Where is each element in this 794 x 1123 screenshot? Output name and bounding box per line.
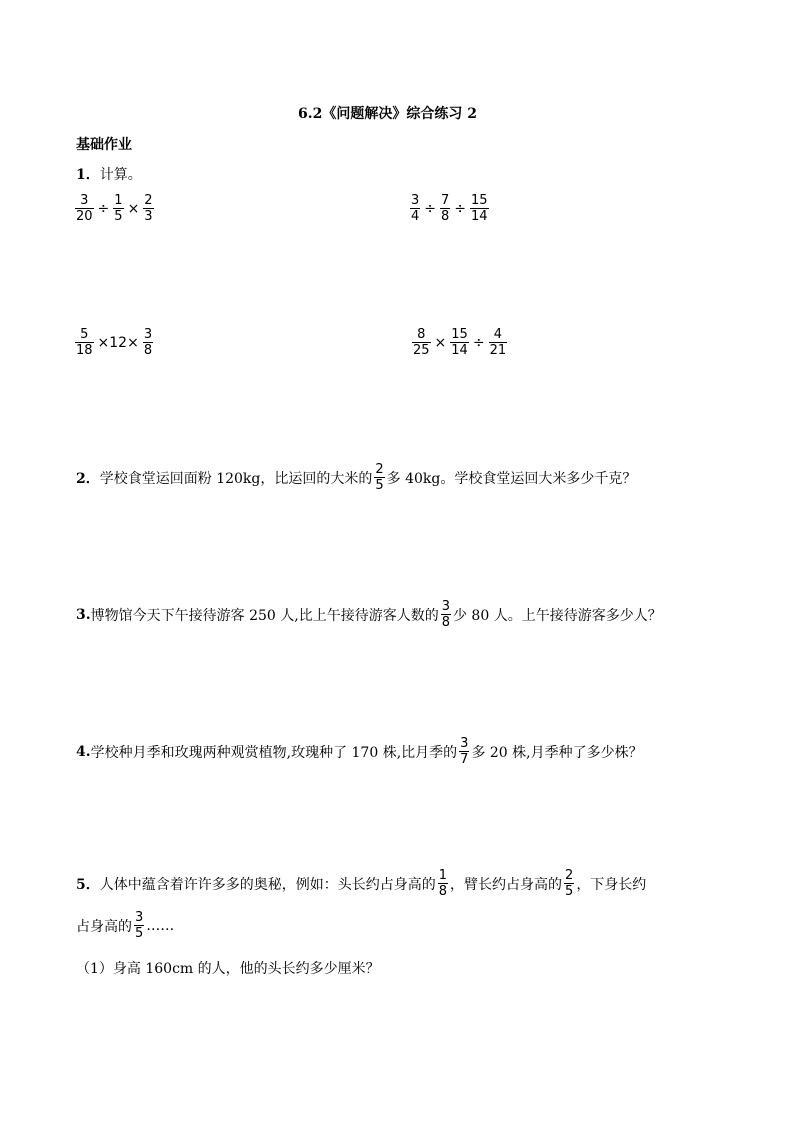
- question-text: 学校种月季和玫瑰两种观赏植物,玫瑰种了 170 株,比月季的: [90, 744, 458, 761]
- question-text: ……: [146, 917, 175, 934]
- question-text: 人体中蕴含着许许多多的奥秘，例如：头长约占身高的: [99, 876, 436, 893]
- question-5: [76, 868, 646, 899]
- question-text: 博物馆今天下午接待游客 250 人,比上午接待游客人数的: [90, 607, 439, 624]
- question-text: ，臂长约占身高的: [450, 876, 563, 893]
- section-heading: 基础作业: [76, 137, 132, 153]
- fraction: $\frac{2}{3}$: [144, 193, 153, 224]
- fraction: $\frac{1}{5}$: [114, 193, 123, 224]
- fraction: $\frac{8}{25}$: [413, 327, 430, 358]
- question-text: 多 40kg。学校食堂运回大米多少千克？: [386, 470, 637, 487]
- operator: ×: [434, 334, 447, 351]
- operator: ×12×: [97, 334, 139, 351]
- fraction: $\frac{15}{14}$: [451, 327, 468, 358]
- question-number: 5．: [76, 876, 100, 893]
- question-text: 少 80 人。上午接待游客多少人？: [452, 607, 662, 624]
- fraction: $\frac{2}{5}$: [375, 462, 384, 493]
- calc-expression-2: [408, 193, 491, 224]
- question-number: 4.: [76, 743, 91, 760]
- fraction: $\frac{7}{8}$: [441, 193, 450, 224]
- question-text: ，下身长约: [576, 876, 647, 893]
- question-text: 学校食堂运回面粉 120kg，比运回的大米的: [99, 470, 373, 487]
- operator: ÷: [97, 200, 110, 217]
- question-text: 占身高的: [76, 918, 132, 935]
- question-4: [76, 736, 643, 767]
- question-1: [76, 164, 142, 184]
- question-5-subquestion-1: （1）身高 160cm 的人，他的头长约多少厘米？: [76, 961, 380, 977]
- question-number: 1．: [76, 167, 100, 183]
- question-text: 计算。: [99, 167, 142, 183]
- question-3: [76, 599, 662, 630]
- fraction: $\frac{15}{14}$: [471, 193, 488, 224]
- operator: ÷: [424, 200, 437, 217]
- fraction: $\frac{3}{7}$: [460, 736, 469, 767]
- question-text: 多 20 株,月季种了多少株？: [471, 744, 643, 761]
- operator: ×: [127, 200, 140, 217]
- fraction: $\frac{1}{8}$: [438, 868, 448, 899]
- operator: ÷: [472, 334, 485, 351]
- calc-expression-4: [410, 327, 509, 358]
- question-5-line-2: [76, 910, 174, 941]
- calc-expression-1: [73, 193, 156, 224]
- question-number: 3.: [76, 606, 91, 623]
- fraction: $\frac{3}{8}$: [143, 327, 153, 358]
- operator: ÷: [454, 200, 467, 217]
- question-2: [76, 462, 636, 493]
- fraction: $\frac{3}{5}$: [135, 910, 144, 941]
- fraction: $\frac{2}{5}$: [565, 868, 574, 899]
- calc-expression-3: [73, 327, 155, 358]
- fraction: $\frac{3}{4}$: [411, 193, 420, 224]
- page-title: 6.2《问题解决》综合练习 2: [298, 106, 477, 122]
- fraction: $\frac{4}{21}$: [489, 327, 507, 358]
- fraction: $\frac{3}{20}$: [76, 193, 93, 224]
- fraction: $\frac{5}{18}$: [76, 327, 93, 358]
- question-number: 2．: [76, 470, 100, 487]
- fraction: $\frac{3}{8}$: [441, 599, 450, 630]
